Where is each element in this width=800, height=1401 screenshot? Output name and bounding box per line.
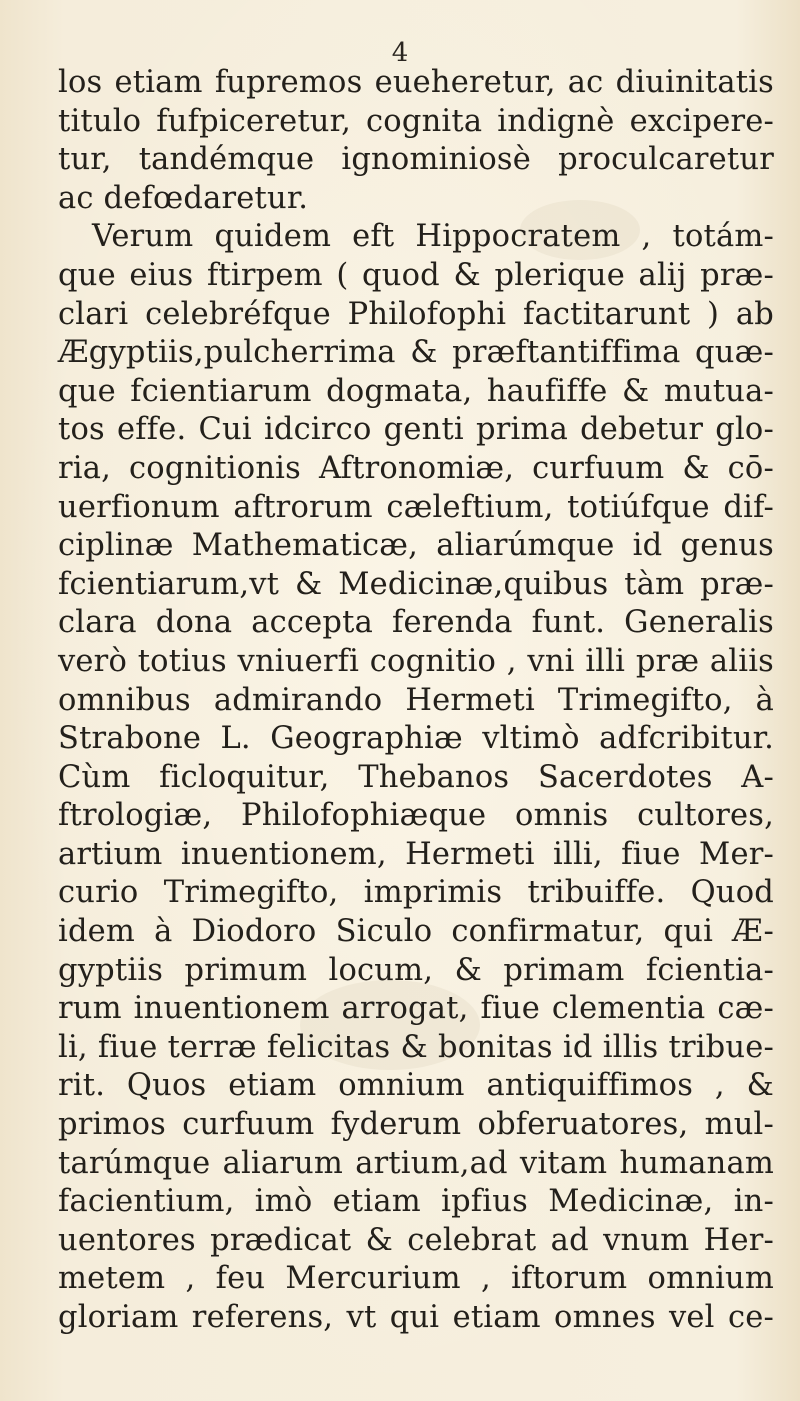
text-line: facientium, imò etiam ipfius Medicinæ, in- bbox=[58, 1184, 774, 1220]
text-line: fcientiarum,vt & Medicinæ,quibus tàm præ- bbox=[58, 566, 774, 602]
text-line: tos effe. Cui idcirco genti prima debetur glo- bbox=[58, 412, 774, 448]
paragraph-start-line: Verum quidem eft Hippocratem , totám- bbox=[92, 219, 774, 255]
text-line: rum inuentionem arrogat, fiue clementia cæ- bbox=[58, 991, 774, 1027]
text-line: que eius ftirpem ( quod & plerique alij præ- bbox=[58, 257, 774, 293]
text-line: uerfionum aftrorum cæleftium, totiúfque dif- bbox=[58, 489, 774, 525]
text-line: metem , feu Mercurium , iftorum omnium bbox=[58, 1261, 774, 1297]
text-line: Cùm ficloquitur, Thebanos Sacerdotes A- bbox=[58, 759, 774, 795]
text-line: ciplinæ Mathematicæ, aliarúmque id genus bbox=[58, 528, 774, 564]
text-line: gyptiis primum locum, & primam fcientia- bbox=[58, 952, 774, 988]
text-line: ftrologiæ, Philofophiæque omnis cultores, bbox=[58, 798, 774, 834]
page-number: 4 bbox=[391, 38, 409, 68]
body-text bbox=[58, 64, 774, 1338]
text-line: verò totius vniuerfi cognitio , vni illi præ aliis bbox=[58, 643, 774, 679]
text-line: idem à Diodoro Siculo confirmatur, qui Æ- bbox=[58, 914, 774, 950]
text-line: Ægyptiis,pulcherrima & præftantiffima quæ- bbox=[58, 335, 774, 371]
text-line: ria, cognitionis Aftronomiæ, curfuum & cō- bbox=[58, 450, 774, 486]
text-line: primos curfuum fyderum obferuatores, mul- bbox=[58, 1107, 774, 1143]
text-line: curio Trimegifto, imprimis tribuiffe. Quod bbox=[58, 875, 774, 911]
text-line: rit. Quos etiam omnium antiquiffimos , & bbox=[58, 1068, 774, 1104]
text-line: li, fiue terræ felicitas & bonitas id illis tribue- bbox=[58, 1029, 774, 1065]
text-line: que fcientiarum dogmata, haufiffe & mutua- bbox=[58, 373, 774, 409]
text-line: tur, tandémque ignominiosè proculcaretur bbox=[58, 142, 774, 178]
text-line: los etiam fupremos eueheretur, ac diuinitatis bbox=[58, 65, 774, 100]
text-line: ac defœdaretur. bbox=[58, 180, 309, 216]
text-line: gloriam referens, vt qui etiam omnes vel ce- bbox=[58, 1300, 774, 1335]
text-line: titulo fufpiceretur, cognita indignè excipere- bbox=[58, 103, 774, 139]
text-line: artium inuentionem, Hermeti illi, fiue Mer- bbox=[58, 836, 774, 872]
text-line: Strabone L. Geographiæ vltimò adfcribitur. bbox=[58, 721, 774, 757]
text-line: clara dona accepta ferenda funt. Generalis bbox=[58, 605, 774, 641]
text-line: omnibus admirando Hermeti Trimegifto, à bbox=[58, 682, 774, 718]
text-line: tarúmque aliarum artium,ad vitam humanam bbox=[58, 1145, 774, 1181]
text-line: uentores prædicat & celebrat ad vnum Her- bbox=[58, 1222, 774, 1258]
text-line: clari celebréfque Philofophi factitarunt ) ab bbox=[58, 296, 774, 332]
